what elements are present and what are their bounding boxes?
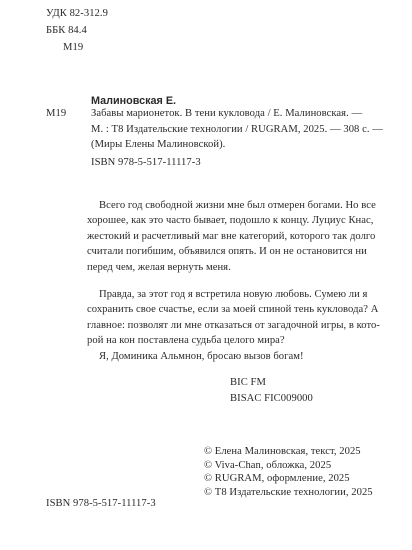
annotation-line: Правда, за этот год я встретила новую любовь. Сумею ли я [99,288,368,300]
annotation-line: Всего год свободной жизни мне был отмерен богами. Но все [99,200,376,211]
copyright-line: © RUGRAM, оформление, 2025 [204,473,350,485]
annotation-line: перед чем, желая вернуть меня. [87,261,231,273]
annotation-line: главное: позволят ли мне отказаться от загадочной игры, в кото- [87,319,380,331]
author-name: Малиновская Е. [91,95,177,107]
copyright-line: © Т8 Издательские технологии, 2025 [204,487,373,499]
bibliographic-record [91,108,383,155]
annotation-line: сохранить свое счастье, если за моей спиной тень кукловода? А [87,304,379,316]
isbn-record: ISBN 978-5-517-11117-3 [91,157,201,168]
annotation-line: рой на кон поставлена судьба целого мира? [87,335,285,347]
isbn-bottom: ISBN 978-5-517-11117-3 [46,498,156,509]
annotation-line: Я, Доминика Альмнон, бросаю вызов богам! [99,350,304,362]
bisac-code: BISAC FIC009000 [230,393,313,404]
bib-line-1: Забавы марионеток. В тени кукловода / Е. Малиновская. — [91,108,363,119]
author-mark-bib: М19 [46,108,67,119]
annotation [87,200,380,366]
udk-code: УДК 82-312.9 [46,8,108,19]
annotation-line: жестокий и расчетливый маг вне категорий, которого так долго [87,230,376,242]
copyright-block [204,446,373,501]
annotation-line: хорошее, как это часто бывает, подошло к концу. Луциус Кнас, [87,215,374,227]
annotation-line: считали погибшим, объявился опять. И он не остановится ни [87,246,367,258]
copyright-line: © Елена Малиновская, текст, 2025 [204,446,361,457]
bic-code: BIC FM [230,377,266,388]
bbk-code: ББК 84.4 [46,25,87,36]
bib-line-3: (Миры Елены Малиновской). [91,139,226,150]
author-mark-top: М19 [63,42,84,53]
copyright-line: © Viva-Chan, обложка, 2025 [204,459,332,471]
bib-line-2: М. : Т8 Издательские технологии / RUGRAM, 2025. — 308 с. — [91,123,383,135]
